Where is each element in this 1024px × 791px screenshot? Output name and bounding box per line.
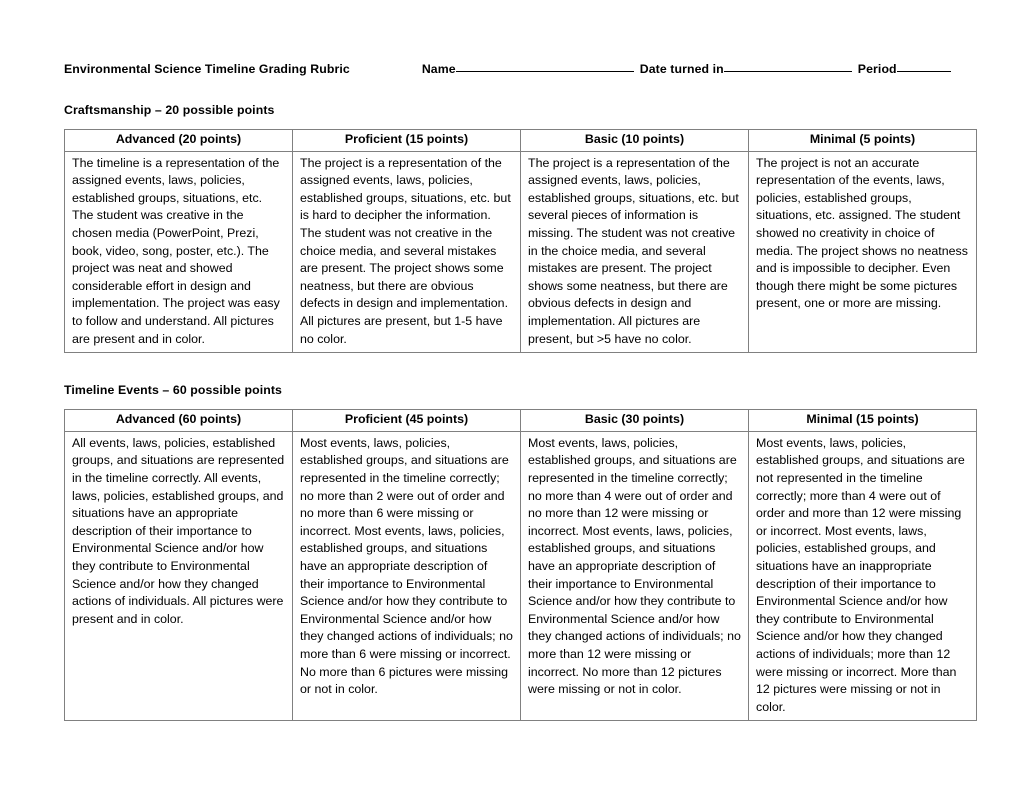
column-header-proficient: Proficient (45 points) — [293, 410, 521, 432]
column-header-basic: Basic (10 points) — [521, 130, 749, 152]
criteria-cell-advanced: All events, laws, policies, established groups, and situations are represented in the timeline correctly. All events, laws, policies, established groups, and situations have an appropriate description of their importance to Environmental Science and/or how they contribute to Environmental Science and/or how they changed actions of individuals. All pictures were present and in color. — [65, 431, 293, 721]
period-label: Period — [857, 62, 897, 76]
criteria-cell-basic: The project is a representation of the assigned events, laws, policies, established groups, situations, etc. but several pieces of information is missing. The student was not creative in the choice media, and several mistakes are present. The project shows some neatness, but there are obvious defects in design and implementation. All pictures are present, but >5 have no color. — [521, 151, 749, 353]
column-header-advanced: Advanced (60 points) — [65, 410, 293, 432]
table-row — [65, 431, 977, 721]
period-field-group — [858, 62, 951, 76]
document-header — [64, 62, 968, 76]
criteria-cell-proficient: Most events, laws, policies, established groups, and situations are represented in the timeline correctly; no more than 2 were out of order and no more than 6 were missing or incorrect. Most events, laws, policies, established groups, and situations have an appropriate description of their importance to Environmental Science and/or how they contribute to Environmental Science and/or how they changed actions of individuals; no more than 6 were missing or incorrect. No more than 6 pictures were missing or not in color. — [293, 431, 521, 721]
table-row — [65, 151, 977, 353]
rubric-table-timeline-events — [64, 409, 977, 721]
page-title: Environmental Science Timeline Grading Rubric — [64, 62, 350, 76]
section-gap — [64, 353, 968, 383]
criteria-cell-minimal: The project is not an accurate representation of the events, laws, policies, established groups, situations, etc. assigned. The student showed no creativity in choice of media. The project shows no neatness and is impossible to decipher. Even though there might be some pictures present, one or more are missing. — [749, 151, 977, 353]
date-label: Date turned in — [639, 62, 724, 76]
column-header-advanced: Advanced (20 points) — [65, 130, 293, 152]
section-heading-craftsmanship: Craftsmanship – 20 possible points — [64, 103, 275, 117]
criteria-cell-proficient: The project is a representation of the assigned events, laws, policies, established groups, situations, etc. but is hard to decipher the information. The student was not creative in the choice media, and several mistakes are present. The project shows some neatness, but there are obvious defects in design and implementation. All pictures are present, but 1-5 have no color. — [293, 151, 521, 353]
criteria-cell-basic: Most events, laws, policies, established groups, and situations are represented in the timeline correctly; no more than 4 were out of order and no more than 12 were missing or incorrect. Most events, laws, policies, established groups, and situations have an appropriate description of their importance to Environmental Science and/or how they contribute to Environmental Science and/or how they changed actions of individuals; no more than 12 were missing or incorrect. No more than 12 pictures were missing or not in color. — [521, 431, 749, 721]
period-blank-line[interactable] — [897, 71, 951, 72]
date-blank-line[interactable] — [724, 71, 852, 72]
rubric-table-craftsmanship — [64, 129, 977, 353]
column-header-basic: Basic (30 points) — [521, 410, 749, 432]
criteria-cell-advanced: The timeline is a representation of the assigned events, laws, policies, established groups, situations, etc. The student was creative in the chosen media (PowerPoint, Prezi, book, video, song, poster, etc.). The project was neat and showed considerable effort in design and implementation. The project was easy to follow and understand. All pictures are present and in color. — [65, 151, 293, 353]
column-header-minimal: Minimal (5 points) — [749, 130, 977, 152]
table-header-row — [65, 410, 977, 432]
name-label: Name — [421, 62, 456, 76]
column-header-proficient: Proficient (15 points) — [293, 130, 521, 152]
criteria-cell-minimal: Most events, laws, policies, established groups, and situations are not represented in the timeline correctly; more than 4 were out of order and more than 12 were missing or incorrect. Most events, laws, policies, established groups, and situations have an inappropriate description of their importance to Environmental Science and/or how they contribute to Environmental Science and/or how they changed actions of individuals; more than 12 were missing or incorrect. More than 12 pictures were missing or not in color. — [749, 431, 977, 721]
date-field-group — [640, 62, 852, 76]
name-field-group — [422, 62, 634, 76]
section-heading-timeline-events: Timeline Events – 60 possible points — [64, 383, 282, 398]
column-header-minimal: Minimal (15 points) — [749, 410, 977, 432]
table-header-row — [65, 130, 977, 152]
name-blank-line[interactable] — [456, 71, 634, 72]
